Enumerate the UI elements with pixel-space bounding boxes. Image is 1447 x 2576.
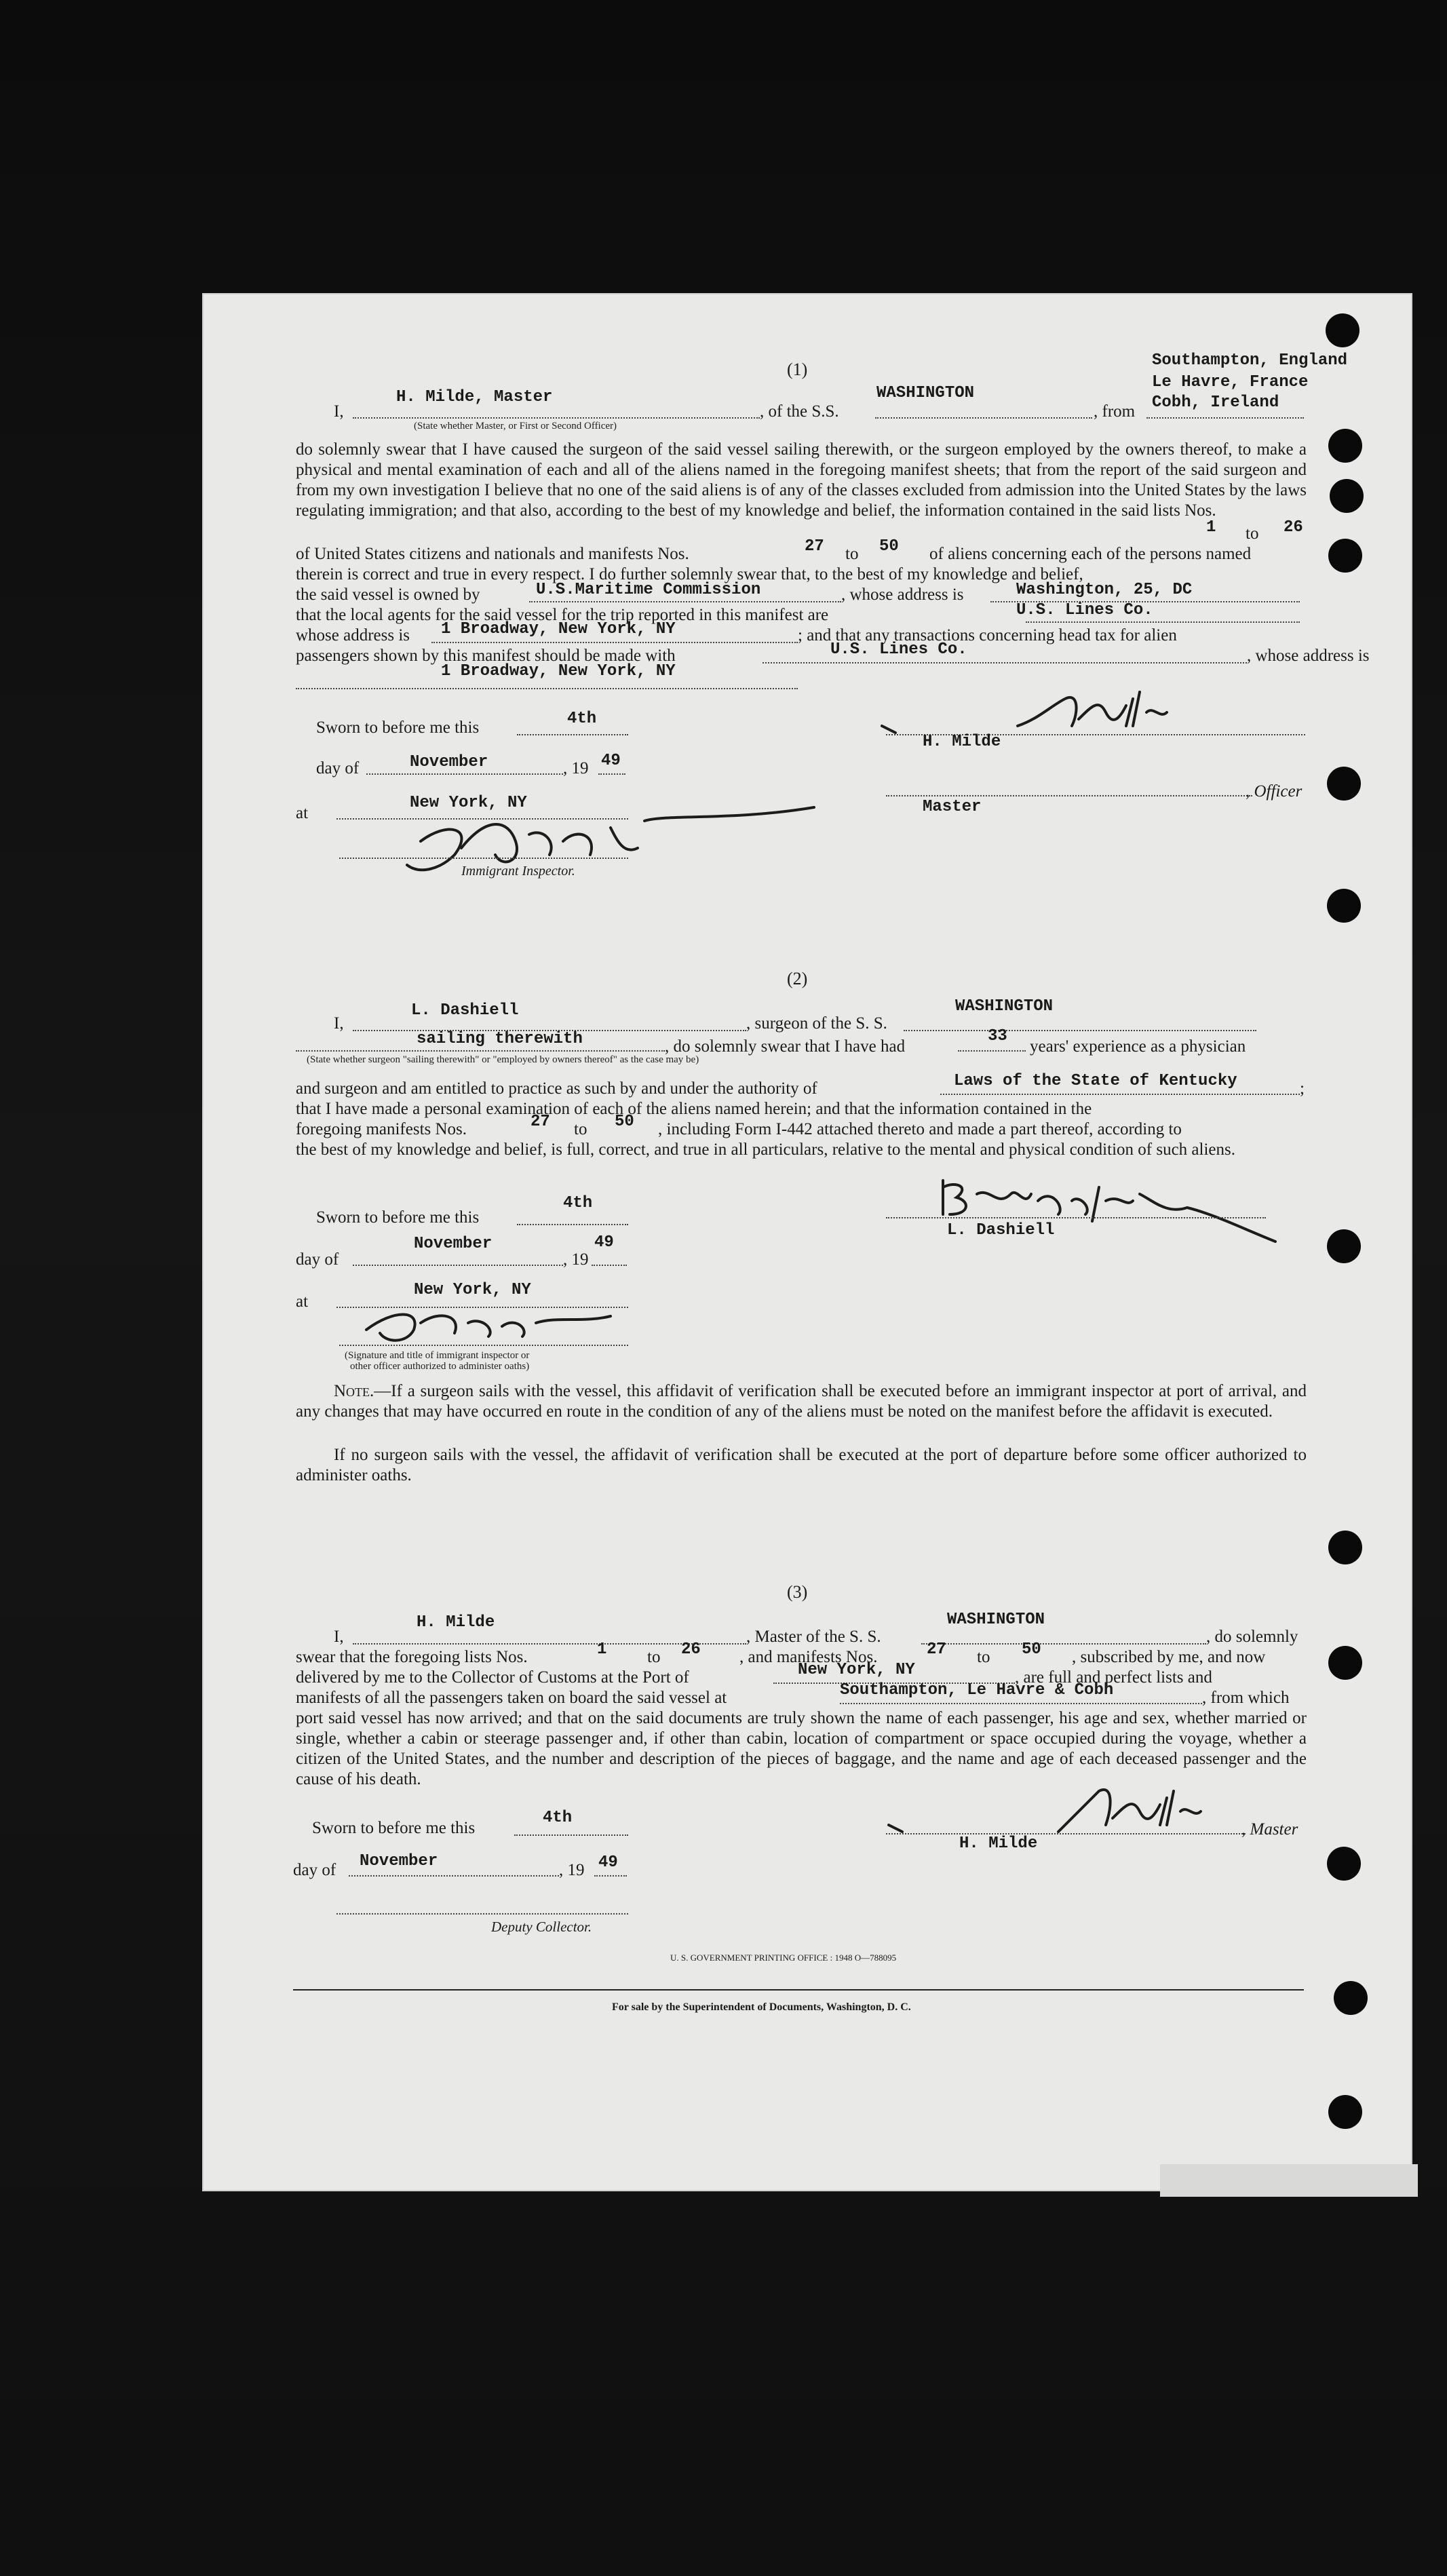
sworn-day: 4th xyxy=(543,1809,573,1827)
agents-address-label: whose address is xyxy=(296,626,410,645)
surgeon-status: sailing therewith xyxy=(417,1030,583,1048)
port: New York, NY xyxy=(798,1661,915,1679)
embarkation-ports: Southampton, Le Havre & Cobh xyxy=(840,1681,1114,1699)
blank-line xyxy=(592,1265,627,1266)
manifests-label: foregoing manifests Nos. xyxy=(296,1120,467,1138)
section-number: (3) xyxy=(787,1582,808,1602)
blank-line xyxy=(886,795,1252,796)
delivered-label: delivered by me to the Collector of Customs at the Port of xyxy=(296,1668,689,1687)
blank-line xyxy=(875,417,1092,419)
vessel-name: WASHINGTON xyxy=(876,384,975,402)
i-label: I, xyxy=(334,1014,344,1033)
owned-by-label: the said vessel is owned by xyxy=(296,585,480,604)
day-of-label: day of xyxy=(293,1861,336,1879)
section1-body: do solemnly swear that I have caused the surgeon of the said vessel sailing therewith, or the surgeon employed by the owners thereof, to make a physical and mental examination of each and all of the aliens named in the foregoing manifest sheets; that from the report of the said surgeon and from my own investigation I believe that no one of the said aliens is of any of the classes excluded from admission into the United States by the laws regulating immigration; and that also, according to the best of my knowledge and belief, the information contained in the said lists Nos. xyxy=(296,440,1307,520)
binder-hole xyxy=(1330,479,1364,513)
blank-line xyxy=(514,1834,628,1836)
port-1: Southampton, England xyxy=(1152,351,1348,370)
agents-address: 1 Broadway, New York, NY xyxy=(441,620,676,638)
agents-label: that the local agents for the said vessel for the trip reported in this manifest are xyxy=(296,606,829,624)
blank-line xyxy=(958,1050,1026,1052)
signer-name: L. Dashiell xyxy=(947,1221,1055,1239)
day-of-label: day of xyxy=(296,1250,339,1269)
binder-hole xyxy=(1328,1646,1362,1680)
signature-caption-1: (Signature and title of immigrant inspector or xyxy=(345,1350,530,1361)
sworn-label: Sworn to before me this xyxy=(316,1208,480,1227)
sworn-day: 4th xyxy=(563,1194,593,1212)
year-prefix: , 19 xyxy=(559,1861,585,1879)
manifests-to: 50 xyxy=(1022,1640,1041,1659)
vessel-name: WASHINGTON xyxy=(947,1611,1045,1629)
sworn-label: Sworn to before me this xyxy=(312,1819,476,1837)
solemnly-label: , do solemnly xyxy=(1206,1628,1298,1646)
manifests-to: 50 xyxy=(879,537,899,556)
paper-tab xyxy=(1160,2164,1418,2197)
owner-address: Washington, 25, DC xyxy=(1016,581,1193,599)
month: November xyxy=(360,1852,438,1870)
year-prefix: , 19 xyxy=(563,1250,589,1269)
master-label: , Master xyxy=(1241,1820,1298,1839)
binder-hole xyxy=(1326,313,1359,347)
subscribed-label: , subscribed by me, and now xyxy=(1072,1648,1266,1666)
officer-label: , Officer xyxy=(1246,782,1303,801)
to-label: to xyxy=(977,1648,990,1666)
lists-to: 26 xyxy=(681,1640,701,1659)
blank-line xyxy=(517,1224,628,1225)
i-label: I, xyxy=(334,402,344,421)
of-ss-label: , of the S.S. xyxy=(760,402,839,421)
binder-hole xyxy=(1327,889,1361,923)
blank-line xyxy=(886,1217,1266,1218)
section3-body: port said vessel has now arrived; and that on the said documents are truly shown the name of each passenger, his age and sex, whether married or single, whether a cabin or steerage passenger and, if other than cabin, location of compartment or space occupied during the voyage, whether a citizen of the United States, and the number and description of the pieces of baggage, and the name and age of each deceased passenger and the cause of his death. xyxy=(296,1709,1307,1788)
blank-line xyxy=(517,734,628,735)
blank-line xyxy=(904,1030,1256,1031)
blank-line xyxy=(296,1050,665,1052)
month: November xyxy=(410,753,488,771)
port-2: Le Havre, France xyxy=(1152,373,1309,391)
blank-line xyxy=(921,1643,1206,1645)
blank-line xyxy=(339,858,628,859)
at-label: at xyxy=(296,1292,309,1311)
place: New York, NY xyxy=(414,1281,531,1299)
binder-hole xyxy=(1327,767,1361,801)
form-text: , including Form I-442 attached thereto and made a part thereof, according to xyxy=(658,1120,1182,1138)
sworn-day: 4th xyxy=(567,710,597,728)
blank-line xyxy=(339,1345,628,1346)
years-experience: 33 xyxy=(988,1027,1007,1045)
vessel-name: WASHINGTON xyxy=(955,997,1054,1016)
status-caption: (State whether surgeon "sailing therewith" or "employed by owners thereof" as the case may be) xyxy=(307,1054,699,1065)
footer-rule xyxy=(293,1989,1304,1991)
manifests-from: 27 xyxy=(927,1640,946,1659)
exam-line: that I have made a personal examination of each of the aliens named herein; and that the information contained in the xyxy=(296,1100,1092,1118)
head-tax-with: U.S. Lines Co. xyxy=(830,640,967,659)
section2-body-end: the best of my knowledge and belief, is full, correct, and true in all particulars, relative to the mental and physical condition of such aliens. xyxy=(296,1140,1235,1159)
binder-hole xyxy=(1328,2095,1362,2129)
signer-name: H. Milde xyxy=(959,1834,1038,1853)
blank-line xyxy=(594,1875,627,1877)
to-label: to xyxy=(574,1120,587,1138)
note-paragraph-1 xyxy=(296,1381,1307,1422)
master-of-label: , Master of the S. S. xyxy=(746,1628,881,1646)
manifests-from: 27 xyxy=(805,537,824,556)
vessel-owner: U.S.Maritime Commission xyxy=(536,581,761,599)
swear-label: , do solemnly swear that I have had xyxy=(665,1037,906,1056)
at-label: at xyxy=(296,804,309,822)
signer-title: Master xyxy=(923,798,982,816)
inspector-caption: Immigrant Inspector. xyxy=(461,864,575,879)
master-caption: (State whether Master, or First or Second Officer) xyxy=(414,421,617,431)
year-prefix: , 19 xyxy=(563,759,589,777)
binder-hole xyxy=(1328,1531,1362,1564)
and-manifests-label: , and manifests Nos. xyxy=(739,1648,878,1666)
to-label: to xyxy=(845,545,859,563)
manifests-to: 50 xyxy=(615,1113,634,1131)
signature-caption-2: other officer authorized to administer oaths) xyxy=(350,1361,530,1372)
sworn-label: Sworn to before me this xyxy=(316,718,480,737)
head-tax-address-label: , whose address is xyxy=(1247,647,1370,665)
surgeon-of-ss-label: , surgeon of the S. S. xyxy=(746,1014,887,1033)
month: November xyxy=(414,1235,493,1253)
to-label: to xyxy=(647,1648,661,1666)
surgeon-name: L. Dashiell xyxy=(411,1001,519,1020)
inspector-signature xyxy=(380,801,828,882)
lists-to: 26 xyxy=(1284,518,1303,537)
port-3: Cobh, Ireland xyxy=(1152,393,1279,412)
lists-from: 1 xyxy=(1206,518,1216,537)
line3: therein is correct and true in every respect. I do further solemnly swear that, to the best of my knowledge and belief, xyxy=(296,565,1083,583)
lists-from: 1 xyxy=(597,1640,607,1659)
head-tax-text: ; and that any transactions concerning head tax for alien xyxy=(798,626,1177,645)
to-label: to xyxy=(1246,524,1259,543)
blank-line xyxy=(1026,621,1300,623)
manifests-all-label: manifests of all the passengers taken on board the said vessel at xyxy=(296,1689,727,1707)
blank-line xyxy=(886,1833,1246,1834)
place: New York, NY xyxy=(410,794,527,812)
semicolon: ; xyxy=(1300,1079,1305,1098)
years-label: years' experience as a physician xyxy=(1030,1037,1246,1056)
blank-line xyxy=(431,642,798,643)
collector-caption: Deputy Collector. xyxy=(491,1919,592,1935)
swear-label: swear that the foregoing lists Nos. xyxy=(296,1648,528,1666)
authority: Laws of the State of Kentucky xyxy=(954,1072,1237,1090)
note-paragraph-2: If no surgeon sails with the vessel, the affidavit of verification shall be executed at the port of departure before some officer authorized to administer oaths. xyxy=(296,1446,1307,1484)
inspector-signature xyxy=(353,1296,692,1350)
authority-label: and surgeon and am entitled to practice as such by and under the authority of xyxy=(296,1079,817,1098)
sale-notice: For sale by the Superintendent of Documents, Washington, D. C. xyxy=(612,2001,911,2013)
from-label: , from xyxy=(1094,402,1136,421)
line2-b: of aliens concerning each of the persons named xyxy=(929,545,1252,563)
full-label: , are full and perfect lists and xyxy=(1015,1668,1212,1687)
master-signature xyxy=(882,1777,1208,1852)
blank-line xyxy=(336,1913,628,1915)
blank-line xyxy=(763,662,1247,664)
blank-line xyxy=(353,1265,563,1266)
year: 49 xyxy=(601,752,621,770)
binder-hole xyxy=(1328,429,1362,463)
section-number: (2) xyxy=(787,969,808,988)
from-which-label: , from which xyxy=(1202,1689,1290,1707)
blank-line xyxy=(940,1094,1300,1095)
binder-hole xyxy=(1334,1981,1368,2015)
blank-line xyxy=(353,417,760,419)
gpo-imprint: U. S. GOVERNMENT PRINTING OFFICE : 1948 O—788095 xyxy=(670,1953,897,1963)
day-of-label: day of xyxy=(316,759,360,777)
year: 49 xyxy=(594,1233,614,1252)
passengers-text: passengers shown by this manifest should be made with xyxy=(296,647,676,665)
head-tax-address: 1 Broadway, New York, NY xyxy=(441,662,676,680)
master-name: H. Milde, Master xyxy=(396,388,553,406)
binder-hole xyxy=(1328,539,1362,573)
blank-line xyxy=(529,601,841,602)
section-number: (1) xyxy=(787,360,808,379)
binder-hole xyxy=(1327,1847,1361,1881)
blank-line xyxy=(296,688,798,689)
master-name: H. Milde xyxy=(417,1613,495,1632)
local-agents: U.S. Lines Co. xyxy=(1016,601,1153,619)
note-label: Note. xyxy=(334,1382,374,1400)
blank-line xyxy=(349,1875,559,1877)
blank-line xyxy=(598,773,625,775)
manifests-from: 27 xyxy=(530,1113,550,1131)
year: 49 xyxy=(598,1853,618,1872)
owner-address-label: , whose address is xyxy=(841,585,964,604)
note-text-1: —If a surgeon sails with the vessel, this affidavit of verification shall be executed before an immigrant inspector at port of arrival, and any changes that may have occurred en route in the condition of any of the aliens must be noted on the manifest before the affidavit is executed. xyxy=(296,1382,1307,1421)
blank-line xyxy=(1146,417,1304,419)
blank-line xyxy=(840,1703,1202,1704)
binder-hole xyxy=(1327,1229,1361,1263)
line2-a: of United States citizens and nationals and manifests Nos. xyxy=(296,545,689,563)
blank-line xyxy=(366,773,563,775)
signer-name: H. Milde xyxy=(923,733,1001,751)
i-label: I, xyxy=(334,1628,344,1646)
